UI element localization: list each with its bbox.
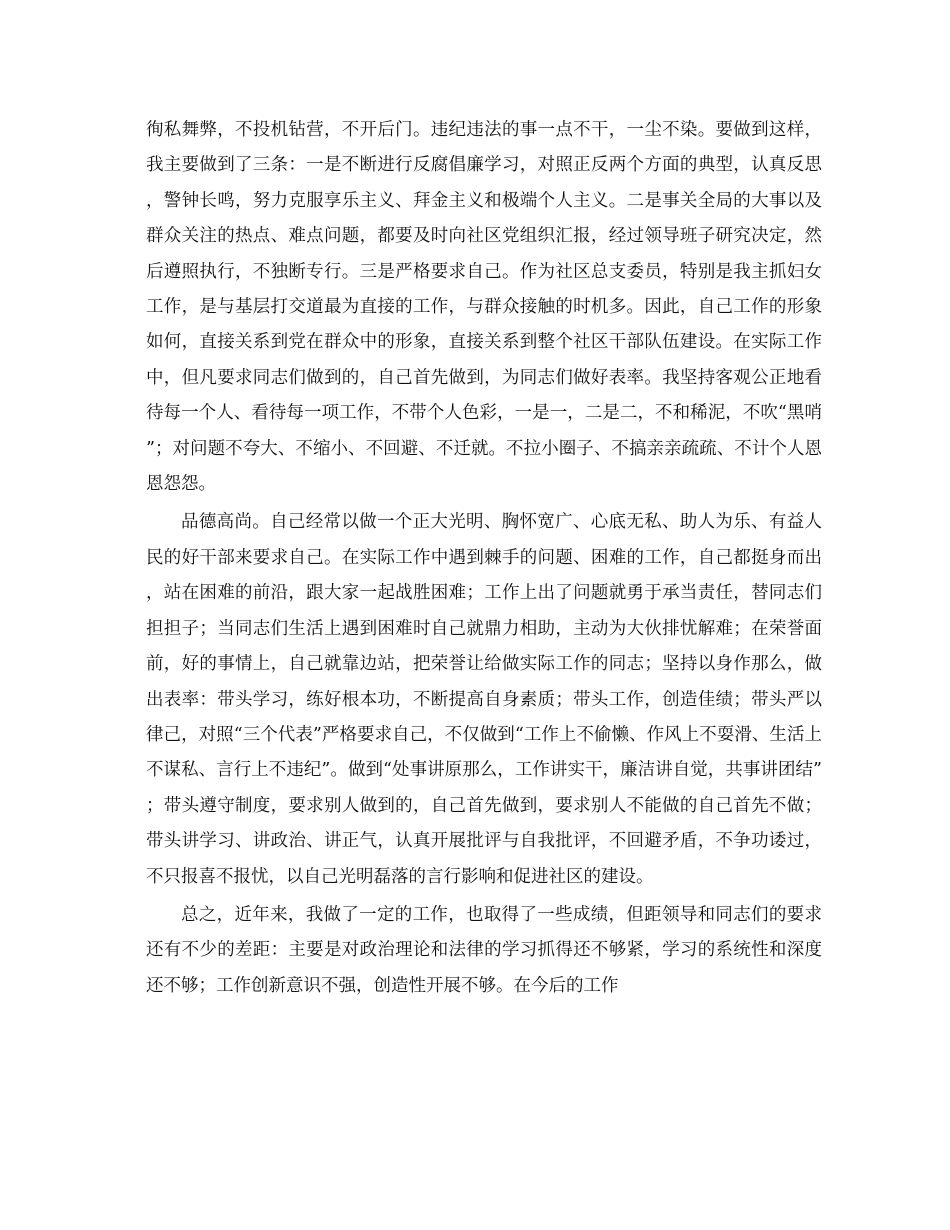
paragraph-moral-character: 品德高尚。自己经常以做一个正大光明、胸怀宽广、心底无私、助人为乐、有益人民的好干部来要求自己。在实际工作中遇到棘手的问题、困难的工作，自己都挺身而出，站在困难的前沿，跟大家一起战胜困难；工作上出了问题就勇于承当责任，替同志们担担子；当同志们生活上遇到困难时自己就鼎力相助，主动为大伙排忧解难；在荣誉面前，好的事情上，自己就靠边站，把荣誉让给做实际工作的同志；坚持以身作那么，做出表率：带头学习，练好根本功，不断提高自身素质；带头工作，创造佳绩；带头严以律己，对照“三个代表”严格要求自己，不仅做到“工作上不偷懒、作风上不耍滑、生活上不谋私、言行上不违纪”。做到“处事讲原那么，工作讲实干，廉洁讲自觉，共事讲团结”；带头遵守制度，要求别人做到的，自己首先做到，要求别人不能做的自己首先不做；带头讲学习、讲政治、讲正气，认真开展批评与自我批评，不回避矛盾，不争功诿过，不只报喜不报忧，以自己光明磊落的言行影响和促进社区的建设。 (146, 512, 822, 887)
paragraph-continuation: 徇私舞弊，不投机钻营，不开后门。违纪违法的事一点不干，一尘不染。要做到这样，我主要做到了三条：一是不断进行反腐倡廉学习，对照正反两个方面的典型，认真反思，警钟长鸣，努力克服享乐主义、拜金主义和极端个人主义。二是事关全局的大事以及群众关注的热点、难点问题，都要及时向社区党组织汇报，经过领导班子研究决定，然后遵照执行，不独断专行。三是严格要求自己。作为社区总支委员，特别是我主抓妇女工作，是与基层打交道最为直接的工作，与群众接触的时机多。因此，自己工作的形象如何，直接关系到党在群众中的形象，直接关系到整个社区干部队伍建设。在实际工作中，但凡要求同志们做到的，自己首先做到，为同志们做好表率。我坚持客观公正地看待每一个人、看待每一项工作，不带个人色彩，一是一，二是二，不和稀泥，不吹“黑哨”；对问题不夸大、不缩小、不回避、不迁就。不拉小圈子、不搞亲亲疏疏、不计个人恩恩怨怨。 (146, 120, 822, 495)
paragraph-summary: 总之，近年来，我做了一定的工作，也取得了一些成绩，但距领导和同志们的要求还有不少的差距：主要是对政治理论和法律的学习抓得还不够紧，学习的系统性和深度还不够；工作创新意识不强，创造性开展不够。在今后的工作 (146, 904, 822, 996)
